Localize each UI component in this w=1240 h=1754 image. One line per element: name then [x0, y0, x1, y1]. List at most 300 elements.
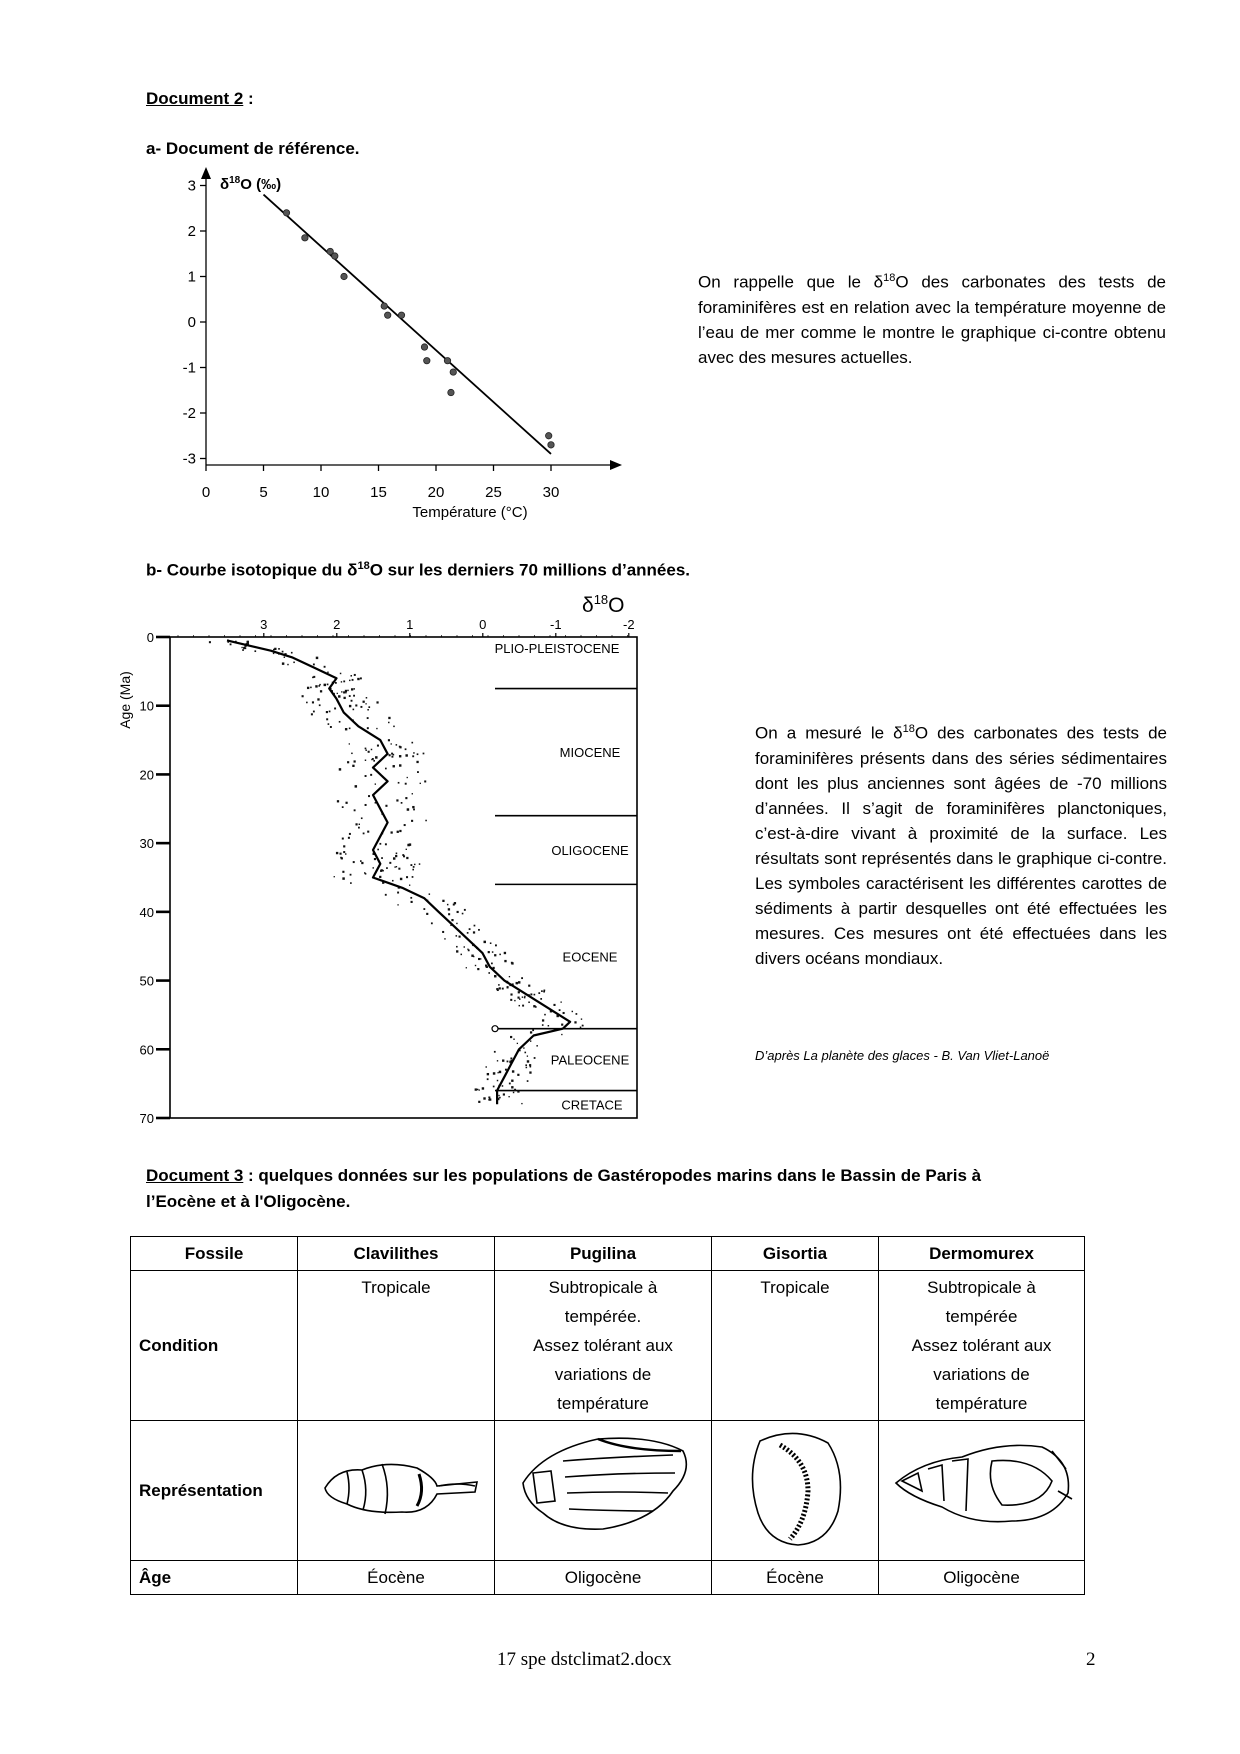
sample-point — [278, 648, 280, 650]
sample-point — [360, 706, 362, 708]
sample-point — [504, 960, 506, 962]
sample-point — [291, 652, 293, 654]
sample-point — [391, 831, 393, 833]
data-point — [548, 442, 554, 448]
sample-point — [367, 831, 369, 833]
reference-scatter-chart — [180, 165, 630, 525]
age-gisortia: Éocène — [712, 1561, 879, 1595]
sample-point — [381, 857, 383, 859]
sample-point — [488, 1099, 489, 1100]
sample-point — [488, 951, 490, 953]
sample-point — [581, 1018, 582, 1019]
data-point — [341, 273, 347, 279]
table-header-pugilina: Pugilina — [495, 1237, 712, 1271]
sample-point — [242, 649, 244, 651]
sample-point — [365, 703, 366, 704]
x-tick-label: 2 — [333, 617, 341, 632]
sample-point — [426, 913, 428, 915]
sample-point — [343, 845, 345, 847]
sample-point — [497, 1072, 498, 1073]
pugilina-shell-icon — [503, 1421, 703, 1551]
table-header-dermomurex: Dermomurex — [879, 1237, 1085, 1271]
sample-point — [407, 808, 409, 810]
x-tick-label: 1 — [406, 617, 414, 632]
data-point — [385, 312, 391, 318]
sample-point — [492, 951, 494, 953]
sample-point — [241, 647, 242, 648]
sample-point — [420, 783, 421, 784]
sample-point — [324, 666, 326, 668]
sample-point — [388, 722, 389, 723]
sample-point — [483, 1097, 485, 1099]
sample-point — [460, 954, 462, 956]
sample-point — [522, 1005, 524, 1007]
sample-point — [209, 641, 211, 643]
y-tick-label: 0 — [187, 314, 196, 331]
sample-point — [360, 860, 362, 862]
sample-point — [365, 748, 367, 750]
sample-point — [493, 1072, 495, 1074]
clavilithes-drawing — [298, 1421, 495, 1561]
sample-point — [527, 1080, 529, 1082]
sample-point — [504, 952, 506, 954]
sample-point — [468, 949, 470, 951]
sample-point — [370, 774, 372, 776]
sample-point — [580, 1027, 582, 1029]
sample-point — [510, 993, 512, 995]
sample-point — [431, 922, 433, 924]
sample-point — [393, 726, 395, 728]
sample-point — [413, 809, 415, 811]
sample-point — [354, 674, 356, 676]
sample-point — [457, 911, 459, 913]
x-tick-label: 15 — [370, 484, 387, 501]
sample-point — [523, 1047, 524, 1048]
sample-point — [365, 760, 366, 761]
sample-point — [417, 771, 419, 773]
sample-point — [405, 748, 407, 750]
sample-point — [330, 726, 332, 728]
sample-point — [340, 853, 342, 855]
sample-point — [395, 855, 397, 857]
x-tick-label: 0 — [201, 484, 211, 501]
sample-point — [517, 1074, 519, 1076]
sample-point — [338, 695, 340, 697]
sample-point — [351, 675, 353, 677]
sample-point — [412, 869, 414, 871]
sample-point — [411, 901, 413, 903]
sample-point — [347, 761, 349, 763]
sample-point — [361, 862, 363, 864]
sample-point — [414, 864, 415, 865]
document-3-title: Document 3 : quelques données sur les populations de Gastéropodes marins dans le Bassin de Paris à l’Eocène et à l'Oligocène. — [146, 1166, 982, 1211]
footer-page-number: 2 — [1086, 1649, 1096, 1670]
epoch-label: EOCENE — [562, 949, 618, 965]
epoch-label: OLIGOCENE — [551, 843, 629, 859]
sample-point — [319, 704, 321, 706]
sample-point — [425, 820, 427, 822]
sample-point — [582, 1025, 584, 1027]
y-tick-label: -1 — [182, 359, 196, 377]
sample-point — [409, 885, 410, 886]
sample-point — [517, 1090, 519, 1092]
footer-filename: 17 spe dstclimat2.docx — [497, 1649, 672, 1670]
clavilithes-shell-icon — [307, 1426, 485, 1546]
chart-title: $\delta^{18}O$ — [582, 592, 625, 617]
sample-point — [345, 853, 346, 854]
sample-point — [509, 1083, 511, 1085]
sample-point — [514, 1089, 516, 1091]
sample-point — [353, 695, 355, 697]
sample-point — [348, 837, 350, 839]
sample-point — [355, 785, 357, 787]
sample-point — [516, 982, 518, 984]
sample-point — [372, 867, 373, 868]
sample-point — [406, 876, 408, 878]
sample-point — [480, 958, 481, 959]
sample-point — [342, 806, 344, 808]
sample-point — [399, 830, 401, 832]
sample-point — [471, 955, 473, 957]
condition-dermomurex: Subtropicale à tempérée Assez tolérant aux variations de température — [879, 1271, 1085, 1421]
condition-pugilina: Subtropicale à tempérée. Assez tolérant aux variations de température — [495, 1271, 712, 1421]
sample-point — [534, 1057, 536, 1059]
sample-point — [375, 756, 377, 758]
x-tick-label: 5 — [259, 484, 268, 501]
sample-point — [411, 742, 413, 744]
sample-point — [528, 985, 530, 987]
sample-point — [254, 650, 256, 652]
sample-point — [405, 797, 407, 799]
sample-point — [486, 1066, 487, 1067]
condition-clavilithes: Tropicale — [298, 1271, 495, 1421]
sample-point — [399, 746, 401, 748]
sample-point — [469, 928, 471, 930]
sample-point — [380, 870, 382, 872]
sample-point — [335, 682, 337, 684]
sample-point — [541, 990, 543, 992]
y-tick-label: 70 — [139, 1111, 154, 1126]
y-tick-label: 40 — [139, 904, 154, 920]
sample-point — [419, 863, 421, 865]
sample-point — [368, 795, 370, 797]
sample-point — [374, 858, 376, 860]
sample-point — [367, 727, 369, 729]
sample-point — [393, 765, 395, 767]
sample-point — [477, 1089, 479, 1091]
sample-point — [368, 706, 370, 708]
sample-point — [353, 688, 355, 690]
sample-point — [337, 693, 338, 694]
data-point — [450, 369, 456, 375]
sample-point — [340, 673, 341, 674]
sample-point — [351, 688, 353, 690]
sample-point — [456, 950, 458, 952]
sample-point — [563, 1012, 565, 1014]
sample-point — [282, 662, 284, 664]
sample-point — [349, 743, 350, 744]
table-header-clavilithes: Clavilithes — [298, 1237, 495, 1271]
sample-point — [397, 831, 399, 833]
sample-point — [343, 680, 345, 682]
source-credit: D’après La planète des glaces - B. Van Vliet-Lanoë — [755, 1048, 1050, 1063]
sample-point — [475, 1088, 477, 1090]
sample-point — [313, 711, 315, 713]
sample-point — [337, 800, 339, 802]
y-tick-label: -2 — [182, 405, 196, 422]
sample-point — [406, 857, 408, 859]
dermomurex-drawing — [879, 1421, 1085, 1561]
sample-point — [355, 704, 357, 706]
sample-point — [371, 759, 372, 760]
sample-point — [347, 690, 348, 691]
sample-point — [373, 760, 375, 762]
isotopic-curve-chart — [112, 585, 642, 1130]
sample-point — [406, 849, 407, 850]
sample-point — [524, 996, 525, 997]
document-2-title: Document 2 : — [146, 89, 254, 108]
sample-point — [349, 833, 351, 835]
sample-point — [273, 649, 274, 650]
sample-point — [536, 1045, 537, 1046]
data-point — [444, 357, 450, 363]
sample-point — [525, 1064, 527, 1066]
sample-point — [363, 833, 365, 835]
sample-point — [396, 866, 397, 867]
sample-point — [487, 1073, 489, 1075]
gisortia-drawing — [712, 1421, 879, 1561]
table-header-row — [131, 1237, 1085, 1271]
sample-point — [377, 745, 379, 747]
sample-point — [410, 864, 412, 866]
sample-point — [491, 963, 493, 965]
sample-point — [511, 1086, 513, 1088]
sample-point — [511, 1080, 513, 1082]
sample-point — [326, 718, 328, 720]
sample-point — [533, 1005, 535, 1007]
sample-point — [326, 711, 328, 713]
sample-point — [526, 1067, 528, 1069]
sample-point — [490, 942, 492, 944]
sample-point — [447, 904, 448, 905]
age-pugilina: Oligocène — [495, 1561, 712, 1595]
sample-point — [352, 765, 354, 767]
sample-point — [459, 936, 461, 938]
sample-point — [361, 817, 363, 819]
x-tick-label: 3 — [260, 617, 268, 632]
sample-point — [377, 849, 379, 851]
pugilina-drawing — [495, 1421, 712, 1561]
sample-point — [462, 913, 464, 915]
sample-point — [385, 843, 387, 845]
sample-point — [416, 761, 418, 763]
sample-point — [354, 760, 356, 762]
sample-point — [517, 1043, 518, 1044]
x-tick-label: 20 — [427, 484, 445, 501]
sample-point — [497, 1080, 498, 1081]
sample-point — [417, 753, 419, 755]
table-row-condition — [131, 1271, 1085, 1421]
sample-point — [530, 1040, 531, 1041]
sample-point — [502, 988, 504, 990]
sample-point — [328, 723, 330, 725]
sample-point — [405, 783, 407, 785]
sample-point — [368, 751, 370, 753]
sample-point — [479, 1089, 480, 1090]
data-point — [332, 253, 338, 259]
sample-point — [488, 1096, 490, 1098]
y-tick-label: 3 — [187, 177, 196, 195]
sample-point — [342, 838, 344, 840]
sample-point — [355, 823, 357, 825]
sample-point — [365, 775, 367, 777]
sample-point — [329, 711, 331, 713]
sample-point — [393, 754, 395, 756]
age-dermomurex: Oligocène — [879, 1561, 1085, 1595]
sample-point — [475, 965, 476, 966]
sample-point — [357, 678, 359, 680]
sample-point — [519, 998, 520, 999]
sample-point — [482, 1087, 484, 1089]
sample-point — [483, 941, 485, 943]
sample-point — [412, 793, 413, 794]
sample-point — [456, 935, 458, 937]
sample-point — [350, 874, 352, 876]
sample-point — [284, 656, 285, 657]
sample-point — [474, 925, 476, 927]
epoch-marker — [492, 1026, 498, 1032]
sample-point — [530, 1031, 532, 1033]
sample-point — [363, 701, 365, 703]
sample-point — [315, 685, 317, 687]
sample-point — [502, 1085, 504, 1087]
sample-point — [412, 806, 414, 808]
sample-point — [349, 695, 351, 697]
sample-point — [464, 946, 465, 947]
y-axis-label: $\delta^{18}O$ (‰) — [220, 175, 282, 193]
sample-point — [521, 1103, 522, 1104]
sample-point — [345, 802, 347, 804]
sample-point — [339, 768, 341, 770]
sample-point — [543, 990, 545, 992]
sample-point — [517, 997, 519, 999]
x-tick-label: 30 — [542, 484, 560, 501]
sample-point — [510, 1036, 512, 1038]
data-point — [421, 344, 427, 350]
y-tick-label: 60 — [139, 1042, 154, 1058]
y-axis-arrow — [201, 167, 211, 179]
sample-point — [576, 1013, 578, 1015]
plot-frame — [170, 637, 637, 1118]
row-label-age: Âge — [131, 1561, 298, 1595]
sample-point — [510, 1057, 512, 1059]
sample-point — [466, 967, 467, 968]
sample-point — [495, 944, 497, 946]
sample-point — [560, 1001, 561, 1002]
sample-point — [511, 962, 513, 964]
sample-point — [572, 1011, 573, 1012]
table-header-fossile: Fossile — [131, 1237, 298, 1271]
sample-point — [429, 893, 430, 894]
sample-point — [312, 701, 314, 703]
sample-point — [540, 998, 542, 1000]
sample-point — [405, 754, 407, 756]
sample-point — [318, 685, 320, 687]
sample-point — [413, 752, 414, 753]
dermomurex-shell-icon — [882, 1421, 1082, 1551]
data-point — [448, 389, 454, 395]
sample-point — [365, 804, 367, 806]
sample-point — [423, 753, 425, 755]
sample-point — [353, 861, 355, 863]
sample-point — [399, 764, 401, 766]
sample-point — [376, 728, 377, 729]
sample-point — [350, 882, 352, 884]
sample-point — [542, 1019, 544, 1021]
sample-point — [534, 994, 536, 996]
sample-point — [409, 843, 411, 845]
x-tick-label: 0 — [479, 617, 487, 632]
sample-point — [388, 739, 390, 741]
y-tick-label: 20 — [139, 767, 154, 783]
sample-point — [498, 984, 500, 986]
sample-point — [367, 709, 369, 711]
sample-point — [538, 992, 540, 994]
sample-point — [529, 1071, 531, 1073]
sample-point — [386, 867, 388, 869]
sample-point — [448, 908, 450, 910]
sample-point — [499, 1071, 501, 1073]
sample-point — [518, 981, 520, 983]
sample-point — [340, 857, 342, 859]
sample-point — [424, 780, 426, 782]
sample-point — [359, 824, 360, 825]
data-point — [381, 303, 387, 309]
sample-point — [553, 1004, 555, 1006]
y-tick-label: 0 — [146, 630, 154, 645]
regression-line — [264, 195, 552, 454]
sample-point — [385, 805, 387, 807]
sample-point — [345, 692, 346, 693]
sample-point — [518, 991, 520, 993]
sample-point — [371, 749, 372, 750]
sample-point — [392, 880, 394, 882]
epoch-label: PLIO-PLEISTOCENE — [494, 640, 620, 656]
table-header-gisortia: Gisortia — [712, 1237, 879, 1271]
sample-point — [311, 713, 313, 715]
sample-point — [494, 975, 496, 977]
sample-point — [503, 1093, 505, 1095]
y-tick-label: 50 — [139, 973, 154, 989]
sample-point — [342, 871, 344, 873]
sample-point — [312, 677, 314, 679]
sample-point — [324, 684, 326, 686]
sample-point — [396, 853, 398, 855]
sample-point — [509, 976, 510, 977]
row-label-condition: Condition — [131, 1271, 298, 1421]
sample-point — [341, 681, 342, 682]
sample-point — [320, 690, 322, 692]
sample-point — [382, 870, 384, 872]
data-point — [283, 210, 289, 216]
sample-point — [532, 1029, 534, 1031]
sample-point — [307, 687, 309, 689]
x-tick-label: 10 — [312, 484, 330, 501]
sample-point — [502, 1059, 504, 1061]
sample-point — [339, 721, 341, 723]
sample-point — [494, 954, 496, 956]
section-a-heading: a- Document de référence. — [146, 139, 360, 158]
